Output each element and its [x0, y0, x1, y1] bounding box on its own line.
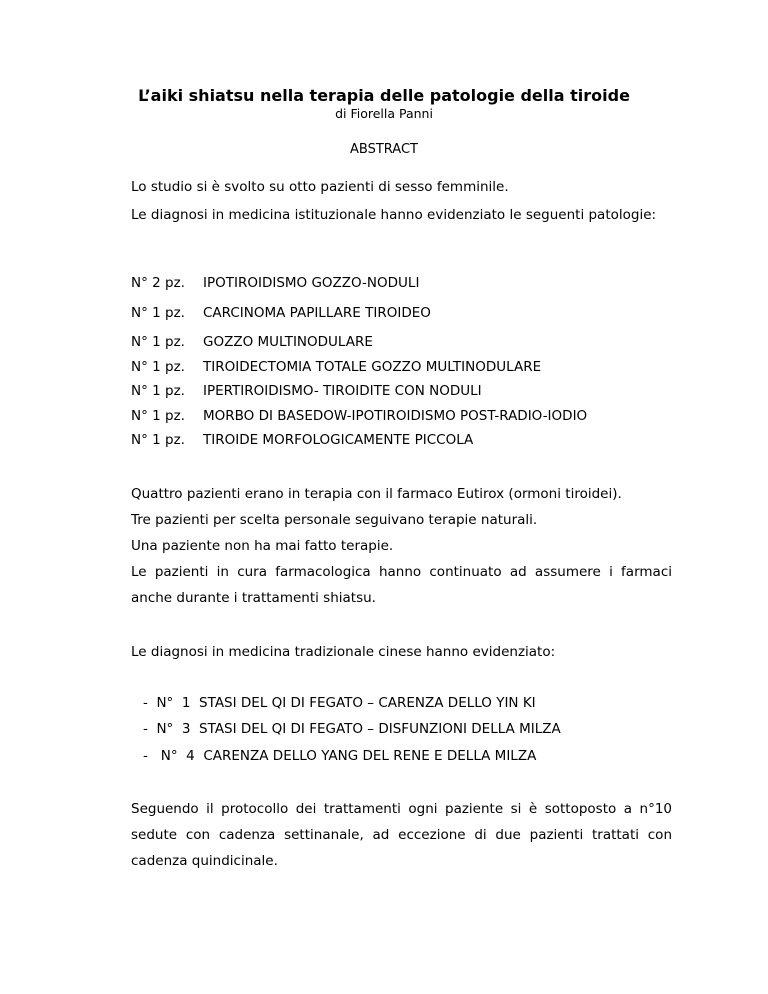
pathology-name: TIROIDE MORFOLOGICAMENTE PICCOLA — [203, 432, 474, 448]
pathology-item — [131, 334, 373, 350]
pathology-name: IPOTIROIDISMO GOZZO-NODULI — [203, 275, 420, 291]
pathology-count: N° 1 pz. — [131, 383, 185, 399]
pharma-paragraph: Le pazienti in cura farmacologica hanno continuato ad assumere i farmaci anche durante i trattamenti shiatsu. — [131, 564, 672, 606]
document-title: L’aiki shiatsu nella terapia delle patologie della tiroide — [138, 86, 630, 105]
therapy-line: Quattro pazienti erano in terapia con il farmaco Eutirox (ormoni tiroidei). — [131, 486, 622, 502]
pathology-item — [131, 432, 473, 448]
pathology-item — [131, 383, 482, 399]
pathology-name: CARCINOMA PAPILLARE TIROIDEO — [203, 305, 431, 321]
pathology-item — [131, 359, 541, 375]
abstract-heading: ABSTRACT — [350, 142, 418, 157]
tcm-intro: Le diagnosi in medicina tradizionale cinese hanno evidenziato: — [131, 644, 556, 660]
diagnosis-intro-paragraph: Le diagnosi in medicina istituzionale hanno evidenziato le seguenti patologie: — [131, 207, 657, 223]
pathology-name: GOZZO MULTINODULARE — [203, 334, 373, 350]
pathology-name: TIROIDECTOMIA TOTALE GOZZO MULTINODULARE — [203, 359, 542, 375]
pathology-count: N° 1 pz. — [131, 432, 185, 448]
protocol-paragraph: Seguendo il protocollo dei trattamenti ogni paziente si è sottoposto a n°10 sedute con cadenza settinanale, ad eccezione di due pazienti trattati con cadenza quindicinale. — [131, 801, 672, 869]
pathology-item — [131, 305, 431, 321]
tcm-item: - N° 1 STASI DEL QI DI FEGATO – CARENZA DELLO YIN KI — [143, 695, 536, 711]
pathology-count: N° 2 pz. — [131, 275, 185, 291]
pathology-name: IPERTIROIDISMO- TIROIDITE CON NODULI — [203, 383, 482, 399]
pathology-item — [131, 408, 587, 424]
therapy-line: Una paziente non ha mai fatto terapie. — [131, 538, 394, 554]
tcm-item: - N° 3 STASI DEL QI DI FEGATO – DISFUNZIONI DELLA MILZA — [143, 721, 561, 737]
pathology-count: N° 1 pz. — [131, 305, 185, 321]
tcm-item: - N° 4 CARENZA DELLO YANG DEL RENE E DELLA MILZA — [143, 748, 537, 764]
pathology-count: N° 1 pz. — [131, 334, 185, 350]
pathology-item — [131, 275, 419, 291]
intro-paragraph: Lo studio si è svolto su otto pazienti di sesso femminile. — [131, 179, 509, 195]
pathology-count: N° 1 pz. — [131, 359, 185, 375]
pathology-count: N° 1 pz. — [131, 408, 185, 424]
pathology-name: MORBO DI BASEDOW-IPOTIROIDISMO POST-RADIO-IODIO — [203, 408, 588, 424]
author-line: di Fiorella Panni — [335, 106, 433, 121]
therapy-line: Tre pazienti per scelta personale seguivano terapie naturali. — [131, 512, 538, 528]
